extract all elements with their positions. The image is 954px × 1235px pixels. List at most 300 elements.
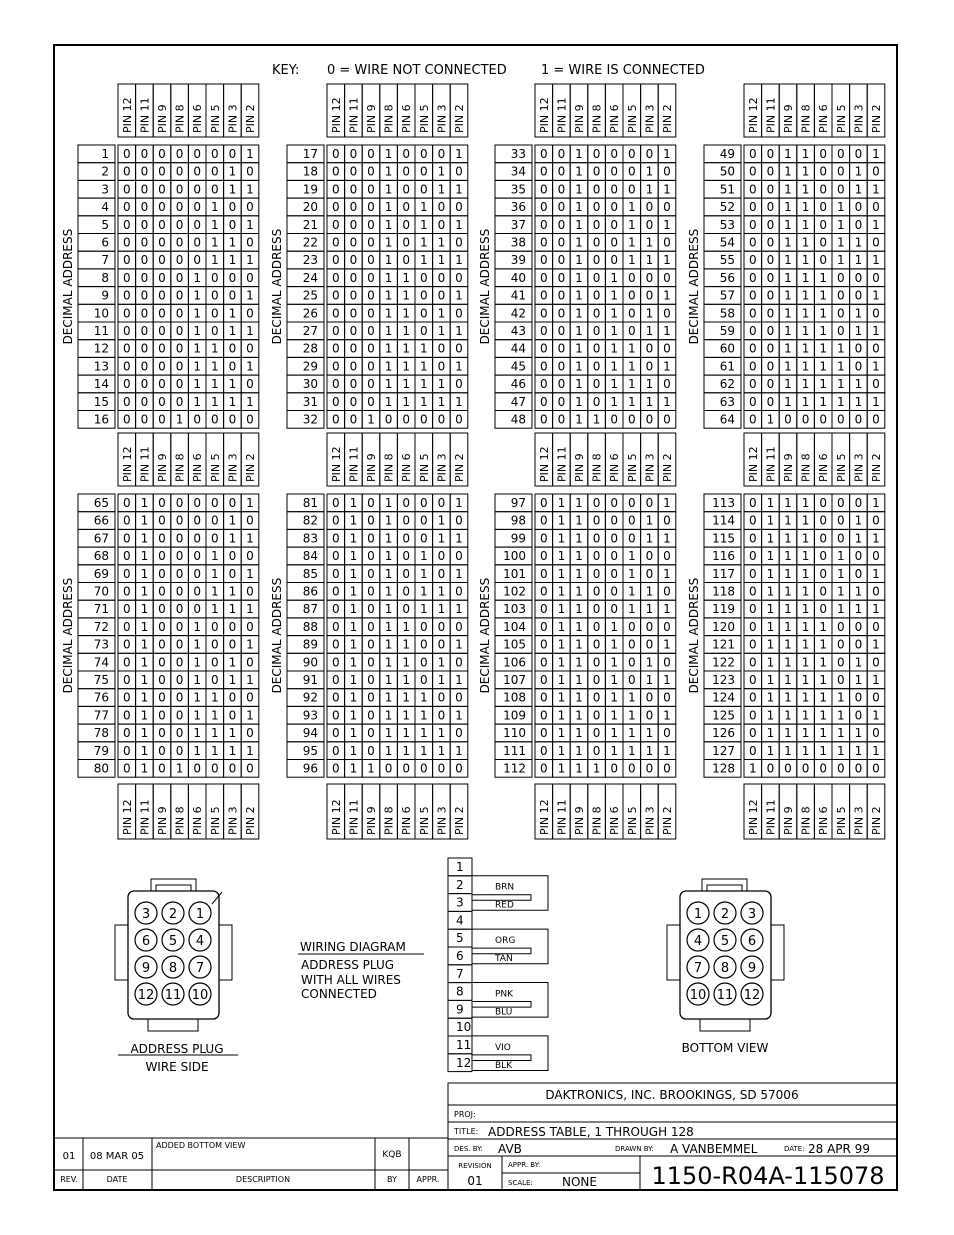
bit-cell: 0	[140, 288, 149, 303]
bit-cell: 0	[228, 217, 237, 232]
bit-cell: 0	[175, 288, 184, 303]
bit-cell: 1	[819, 743, 828, 758]
bit-cell: 0	[663, 690, 671, 705]
bit-cell: 1	[801, 235, 810, 250]
bit-cell: 1	[801, 513, 810, 528]
bit-cell: 0	[367, 566, 375, 581]
address-number: 16	[93, 412, 109, 427]
bit-cell: 0	[175, 513, 184, 528]
bit-cell: 0	[539, 690, 548, 705]
bit-cell: 1	[645, 306, 654, 321]
pin-number: 11	[164, 988, 182, 1003]
bit-cell: 0	[331, 377, 340, 392]
bit-cell: 0	[627, 513, 636, 528]
table-row	[78, 340, 259, 358]
bit-cell: 1	[766, 619, 775, 634]
bit-cell: 1	[384, 549, 393, 564]
bit-cell: 1	[228, 513, 237, 528]
bit-cell: 0	[437, 566, 446, 581]
bit-cell: 0	[419, 306, 428, 321]
address-number: 88	[302, 619, 318, 634]
pin-label: PIN 2	[661, 806, 674, 835]
table-row	[287, 216, 468, 234]
table-row	[287, 565, 468, 583]
bit-cell: 0	[331, 496, 340, 510]
bit-cell: 1	[246, 673, 254, 687]
table-row	[78, 375, 259, 393]
table-row	[704, 724, 885, 742]
bit-cell: 1	[367, 761, 375, 776]
bit-cell: 0	[193, 182, 202, 197]
bit-cell: 1	[575, 602, 583, 617]
bit-cell: 1	[557, 549, 566, 564]
bit-cell: 1	[193, 306, 202, 321]
bit-cell: 1	[419, 690, 428, 705]
bit-cell: 0	[748, 602, 757, 617]
bit-cell: 0	[158, 513, 166, 528]
bit-cell: 1	[592, 412, 601, 427]
bit-cell: 0	[836, 531, 845, 546]
address-number: 56	[719, 270, 735, 285]
bit-cell: 1	[784, 655, 792, 670]
bit-cell: 1	[872, 182, 880, 197]
bit-cell: 1	[437, 673, 446, 687]
bit-cell: 0	[854, 496, 863, 510]
bit-cell: 0	[592, 513, 601, 528]
bit-cell: 0	[557, 164, 566, 179]
bit-cell: 1	[455, 743, 463, 758]
bit-cell: 0	[402, 531, 411, 546]
bit-cell: 0	[175, 496, 184, 510]
table-row	[287, 583, 468, 601]
bit-cell: 1	[819, 324, 828, 338]
bit-cell: 0	[193, 200, 202, 215]
decimal-address-label: DECIMAL ADDRESS	[61, 228, 75, 345]
bit-cell: 1	[784, 253, 792, 268]
bit-cell: 0	[175, 584, 184, 599]
bit-cell: 0	[592, 566, 601, 581]
bit-cell: 1	[210, 235, 219, 250]
bit-cell: 0	[748, 394, 757, 409]
bit-cell: 1	[349, 602, 358, 617]
bit-cell: 0	[210, 513, 219, 528]
address-number: 5	[101, 217, 109, 232]
date-value: 28 APR 99	[808, 1142, 870, 1156]
bit-cell: 0	[592, 549, 601, 564]
address-number: 35	[510, 182, 526, 197]
bit-cell: 1	[801, 270, 810, 285]
bit-cell: 0	[592, 602, 601, 617]
bit-cell: 1	[872, 359, 880, 374]
bit-cell: 0	[455, 584, 463, 599]
bit-cell: 0	[766, 235, 775, 250]
bit-cell: 1	[557, 673, 566, 687]
address-number: 124	[712, 690, 735, 705]
pin-label: PIN 11	[347, 446, 361, 482]
bit-cell: 1	[557, 655, 566, 670]
bit-cell: 0	[402, 566, 411, 581]
bit-cell: 0	[854, 217, 863, 232]
bit-cell: 0	[228, 690, 237, 705]
bit-cell: 0	[539, 743, 548, 758]
bit-cell: 0	[539, 673, 548, 687]
address-number: 120	[712, 619, 735, 634]
bit-cell: 1	[801, 584, 810, 599]
bit-cell: 0	[228, 359, 237, 374]
pin-label: PIN 12	[329, 799, 343, 835]
table-row	[78, 216, 259, 234]
bit-cell: 0	[627, 673, 636, 687]
bit-cell: 1	[246, 182, 254, 197]
bit-cell: 1	[455, 673, 463, 687]
pin-label: PIN 5	[834, 104, 848, 133]
pin-header-6	[327, 433, 468, 486]
bit-cell: 1	[140, 566, 149, 581]
bit-cell: 0	[592, 690, 601, 705]
bit-cell: 0	[367, 496, 375, 510]
bit-cell: 0	[158, 690, 166, 705]
pin-label: PIN 11	[764, 799, 778, 835]
bit-cell: 0	[331, 743, 340, 758]
bit-cell: 0	[854, 359, 863, 374]
address-number: 108	[503, 690, 526, 705]
bit-cell: 1	[455, 566, 463, 581]
table-row	[287, 547, 468, 565]
bit-cell: 0	[819, 566, 828, 581]
proj-label: PROJ:	[454, 1110, 476, 1119]
table-row	[704, 636, 885, 654]
bit-cell: 0	[158, 637, 166, 652]
bit-cell: 0	[122, 690, 131, 705]
bit-cell: 1	[210, 200, 219, 215]
address-number: 27	[302, 324, 318, 338]
pin-label: PIN 8	[590, 806, 604, 835]
bit-cell: 1	[246, 496, 254, 510]
bit-cell: 0	[210, 306, 219, 321]
bit-cell: 1	[784, 164, 792, 179]
table-row	[704, 393, 885, 411]
bit-cell: 1	[819, 637, 828, 652]
bit-cell: 1	[801, 324, 810, 338]
address-number: 38	[510, 235, 526, 250]
bit-cell: 0	[455, 164, 463, 179]
bit-cell: 0	[539, 359, 548, 374]
address-number: 33	[510, 147, 526, 161]
bit-cell: 0	[627, 761, 636, 776]
bit-cell: 0	[748, 531, 757, 546]
bit-cell: 1	[228, 602, 237, 617]
bit-cell: 1	[627, 253, 636, 268]
bit-cell: 0	[748, 513, 757, 528]
pin-label: PIN 3	[226, 453, 240, 482]
wiring-pin-number: 7	[456, 966, 464, 981]
bit-cell: 1	[575, 253, 583, 268]
address-number: 77	[93, 708, 109, 723]
bit-cell: 1	[627, 200, 636, 215]
bit-cell: 0	[367, 359, 375, 374]
bit-cell: 1	[575, 513, 583, 528]
wiring-pin-number: 10	[456, 1020, 472, 1035]
wire-loop	[472, 1036, 548, 1071]
bit-cell: 0	[610, 496, 619, 510]
bit-cell: 1	[246, 602, 254, 617]
bit-cell: 0	[158, 619, 166, 634]
bit-cell: 1	[801, 743, 810, 758]
bit-cell: 0	[645, 496, 654, 510]
bit-cell: 1	[819, 341, 828, 356]
bit-cell: 0	[663, 513, 671, 528]
pin-number: 9	[747, 961, 757, 976]
bit-cell: 0	[210, 637, 219, 652]
pin-number: 6	[141, 934, 151, 949]
pin-label: PIN 12	[329, 446, 343, 482]
bit-cell: 1	[645, 377, 654, 392]
address-number: 10	[93, 306, 109, 321]
bit-cell: 0	[819, 549, 828, 564]
bit-cell: 1	[210, 394, 219, 409]
bit-cell: 0	[854, 690, 863, 705]
bit-cell: 0	[122, 743, 131, 758]
bit-cell: 0	[122, 761, 131, 776]
bit-cell: 0	[766, 164, 775, 179]
bit-cell: 0	[158, 324, 166, 338]
bit-cell: 1	[784, 637, 792, 652]
bit-cell: 0	[367, 253, 375, 268]
address-number: 103	[503, 602, 526, 617]
bit-cell: 0	[367, 726, 375, 741]
bit-cell: 0	[331, 288, 340, 303]
wire-color-label: VIO	[495, 1042, 511, 1053]
bit-cell: 1	[384, 513, 393, 528]
bit-cell: 1	[766, 513, 775, 528]
pin-label: PIN 3	[226, 806, 240, 835]
bit-cell: 0	[663, 377, 671, 392]
bit-cell: 1	[784, 549, 792, 564]
bit-cell: 1	[246, 288, 254, 303]
address-number: 1	[101, 147, 109, 161]
bit-cell: 1	[784, 200, 792, 215]
bit-cell: 1	[455, 324, 463, 338]
bit-cell: 0	[854, 619, 863, 634]
bit-cell: 0	[836, 673, 845, 687]
pin-label: PIN 5	[625, 806, 639, 835]
table-row	[704, 411, 885, 429]
bit-cell: 0	[836, 288, 845, 303]
pin-label: PIN 12	[746, 446, 760, 482]
bit-cell: 1	[766, 566, 775, 581]
bit-cell: 1	[819, 655, 828, 670]
table-row	[704, 529, 885, 547]
address-plug-bottom-view	[667, 879, 784, 1055]
address-number: 79	[93, 743, 109, 758]
pin-header-1	[327, 84, 468, 137]
bit-cell: 1	[210, 549, 219, 564]
table-row	[704, 760, 885, 778]
bit-cell: 1	[384, 619, 393, 634]
bit-cell: 0	[210, 655, 219, 670]
address-number: 50	[719, 164, 735, 179]
bit-cell: 0	[175, 341, 184, 356]
pin-label: PIN 11	[764, 446, 778, 482]
bit-cell: 0	[246, 619, 254, 634]
bit-cell: 0	[748, 619, 757, 634]
bottom-plug-tab-right	[771, 925, 784, 980]
address-number: 102	[503, 584, 526, 599]
bit-cell: 0	[539, 235, 548, 250]
bit-cell: 1	[402, 288, 411, 303]
pin-number: 2	[168, 907, 178, 922]
bit-cell: 0	[766, 288, 775, 303]
bit-cell: 1	[784, 306, 792, 321]
bit-cell: 1	[645, 655, 654, 670]
bit-cell: 0	[627, 306, 636, 321]
bit-cell: 1	[784, 690, 792, 705]
bit-cell: 0	[592, 394, 601, 409]
address-number: 58	[719, 306, 735, 321]
bit-cell: 1	[575, 412, 583, 427]
bit-cell: 0	[748, 182, 757, 197]
bit-cell: 1	[663, 217, 671, 232]
table-row	[287, 742, 468, 760]
bit-cell: 0	[228, 496, 237, 510]
table-row	[78, 512, 259, 530]
bit-cell: 0	[158, 743, 166, 758]
bit-cell: 0	[627, 412, 636, 427]
bit-cell: 1	[575, 324, 583, 338]
pin-label: PIN 2	[661, 104, 674, 133]
table-row	[78, 547, 259, 565]
bit-cell: 0	[193, 761, 202, 776]
bit-cell: 0	[819, 412, 828, 427]
pin-number: 10	[689, 988, 707, 1003]
bit-cell: 1	[872, 253, 880, 268]
bit-cell: 0	[766, 761, 775, 776]
address-number: 7	[101, 253, 109, 268]
bit-cell: 0	[872, 655, 880, 670]
rev-by: KQB	[382, 1150, 402, 1160]
bit-cell: 1	[610, 288, 619, 303]
bit-cell: 0	[158, 673, 166, 687]
bit-cell: 1	[246, 394, 254, 409]
bit-cell: 1	[784, 217, 792, 232]
bit-cell: 0	[193, 412, 202, 427]
table-row	[287, 724, 468, 742]
bit-cell: 1	[663, 359, 671, 374]
bit-cell: 0	[246, 726, 254, 741]
table-row	[704, 689, 885, 707]
bit-cell: 0	[539, 147, 548, 161]
table-row	[704, 671, 885, 689]
bit-cell: 1	[210, 708, 219, 723]
bit-cell: 0	[836, 761, 845, 776]
table-row	[78, 322, 259, 340]
pin-label: PIN 5	[834, 806, 848, 835]
bit-cell: 0	[557, 412, 566, 427]
address-number: 97	[510, 496, 526, 510]
bit-cell: 0	[539, 584, 548, 599]
bit-cell: 0	[854, 566, 863, 581]
bit-cell: 0	[331, 584, 340, 599]
address-number: 85	[302, 566, 318, 581]
bit-cell: 1	[836, 253, 845, 268]
bit-cell: 0	[539, 377, 548, 392]
pin-label: PIN 12	[120, 446, 134, 482]
bit-cell: 0	[140, 306, 149, 321]
bit-cell: 0	[836, 182, 845, 197]
pin-label: PIN 12	[120, 799, 134, 835]
address-number: 92	[302, 690, 318, 705]
table-row	[287, 636, 468, 654]
rev-header-rev: REV.	[60, 1175, 78, 1184]
bit-cell: 1	[419, 200, 428, 215]
table-row	[704, 251, 885, 269]
table-row	[704, 494, 885, 512]
bit-cell: 0	[140, 217, 149, 232]
bit-cell: 1	[349, 690, 358, 705]
address-number: 98	[510, 513, 526, 528]
plug-bottom-lip	[148, 1019, 198, 1031]
bit-cell: 0	[748, 377, 757, 392]
bit-cell: 0	[592, 217, 601, 232]
bit-cell: 0	[349, 147, 358, 161]
pin-label: PIN 3	[643, 104, 657, 133]
bit-cell: 0	[331, 182, 340, 197]
address-block-113	[704, 494, 885, 777]
bit-cell: 0	[645, 690, 654, 705]
bit-cell: 1	[384, 726, 393, 741]
bit-cell: 0	[367, 377, 375, 392]
table-row	[78, 760, 259, 778]
bit-cell: 0	[158, 288, 166, 303]
bit-cell: 0	[872, 306, 880, 321]
address-number: 21	[302, 217, 318, 232]
address-number: 8	[101, 270, 109, 285]
table-row	[704, 180, 885, 198]
table-row	[78, 653, 259, 671]
address-number: 86	[302, 584, 318, 599]
bit-cell: 0	[539, 270, 548, 285]
bit-cell: 0	[122, 673, 131, 687]
bit-cell: 0	[854, 549, 863, 564]
bit-cell: 1	[592, 761, 601, 776]
bit-cell: 0	[246, 341, 254, 356]
pin-label: PIN 11	[347, 97, 361, 133]
bit-cell: 1	[766, 412, 775, 427]
bit-cell: 0	[367, 306, 375, 321]
bit-cell: 1	[419, 743, 428, 758]
bit-cell: 0	[175, 708, 184, 723]
bit-cell: 1	[384, 253, 393, 268]
pin-label: PIN 12	[537, 799, 551, 835]
bit-cell: 0	[228, 147, 237, 161]
bit-cell: 0	[627, 182, 636, 197]
address-number: 65	[93, 496, 109, 510]
wiring-line-1: ADDRESS PLUG	[301, 958, 395, 972]
bit-cell: 0	[228, 761, 237, 776]
bit-cell: 1	[140, 673, 149, 687]
bit-cell: 0	[557, 253, 566, 268]
bit-cell: 0	[819, 584, 828, 599]
bit-cell: 0	[140, 147, 149, 161]
bit-cell: 0	[748, 726, 757, 741]
key-one-text: 1 = WIRE IS CONNECTED	[541, 63, 705, 78]
bit-cell: 1	[246, 637, 254, 652]
bit-cell: 1	[228, 673, 237, 687]
bit-cell: 1	[575, 270, 583, 285]
address-number: 119	[712, 602, 735, 617]
bit-cell: 0	[663, 341, 671, 356]
bit-cell: 0	[872, 235, 880, 250]
